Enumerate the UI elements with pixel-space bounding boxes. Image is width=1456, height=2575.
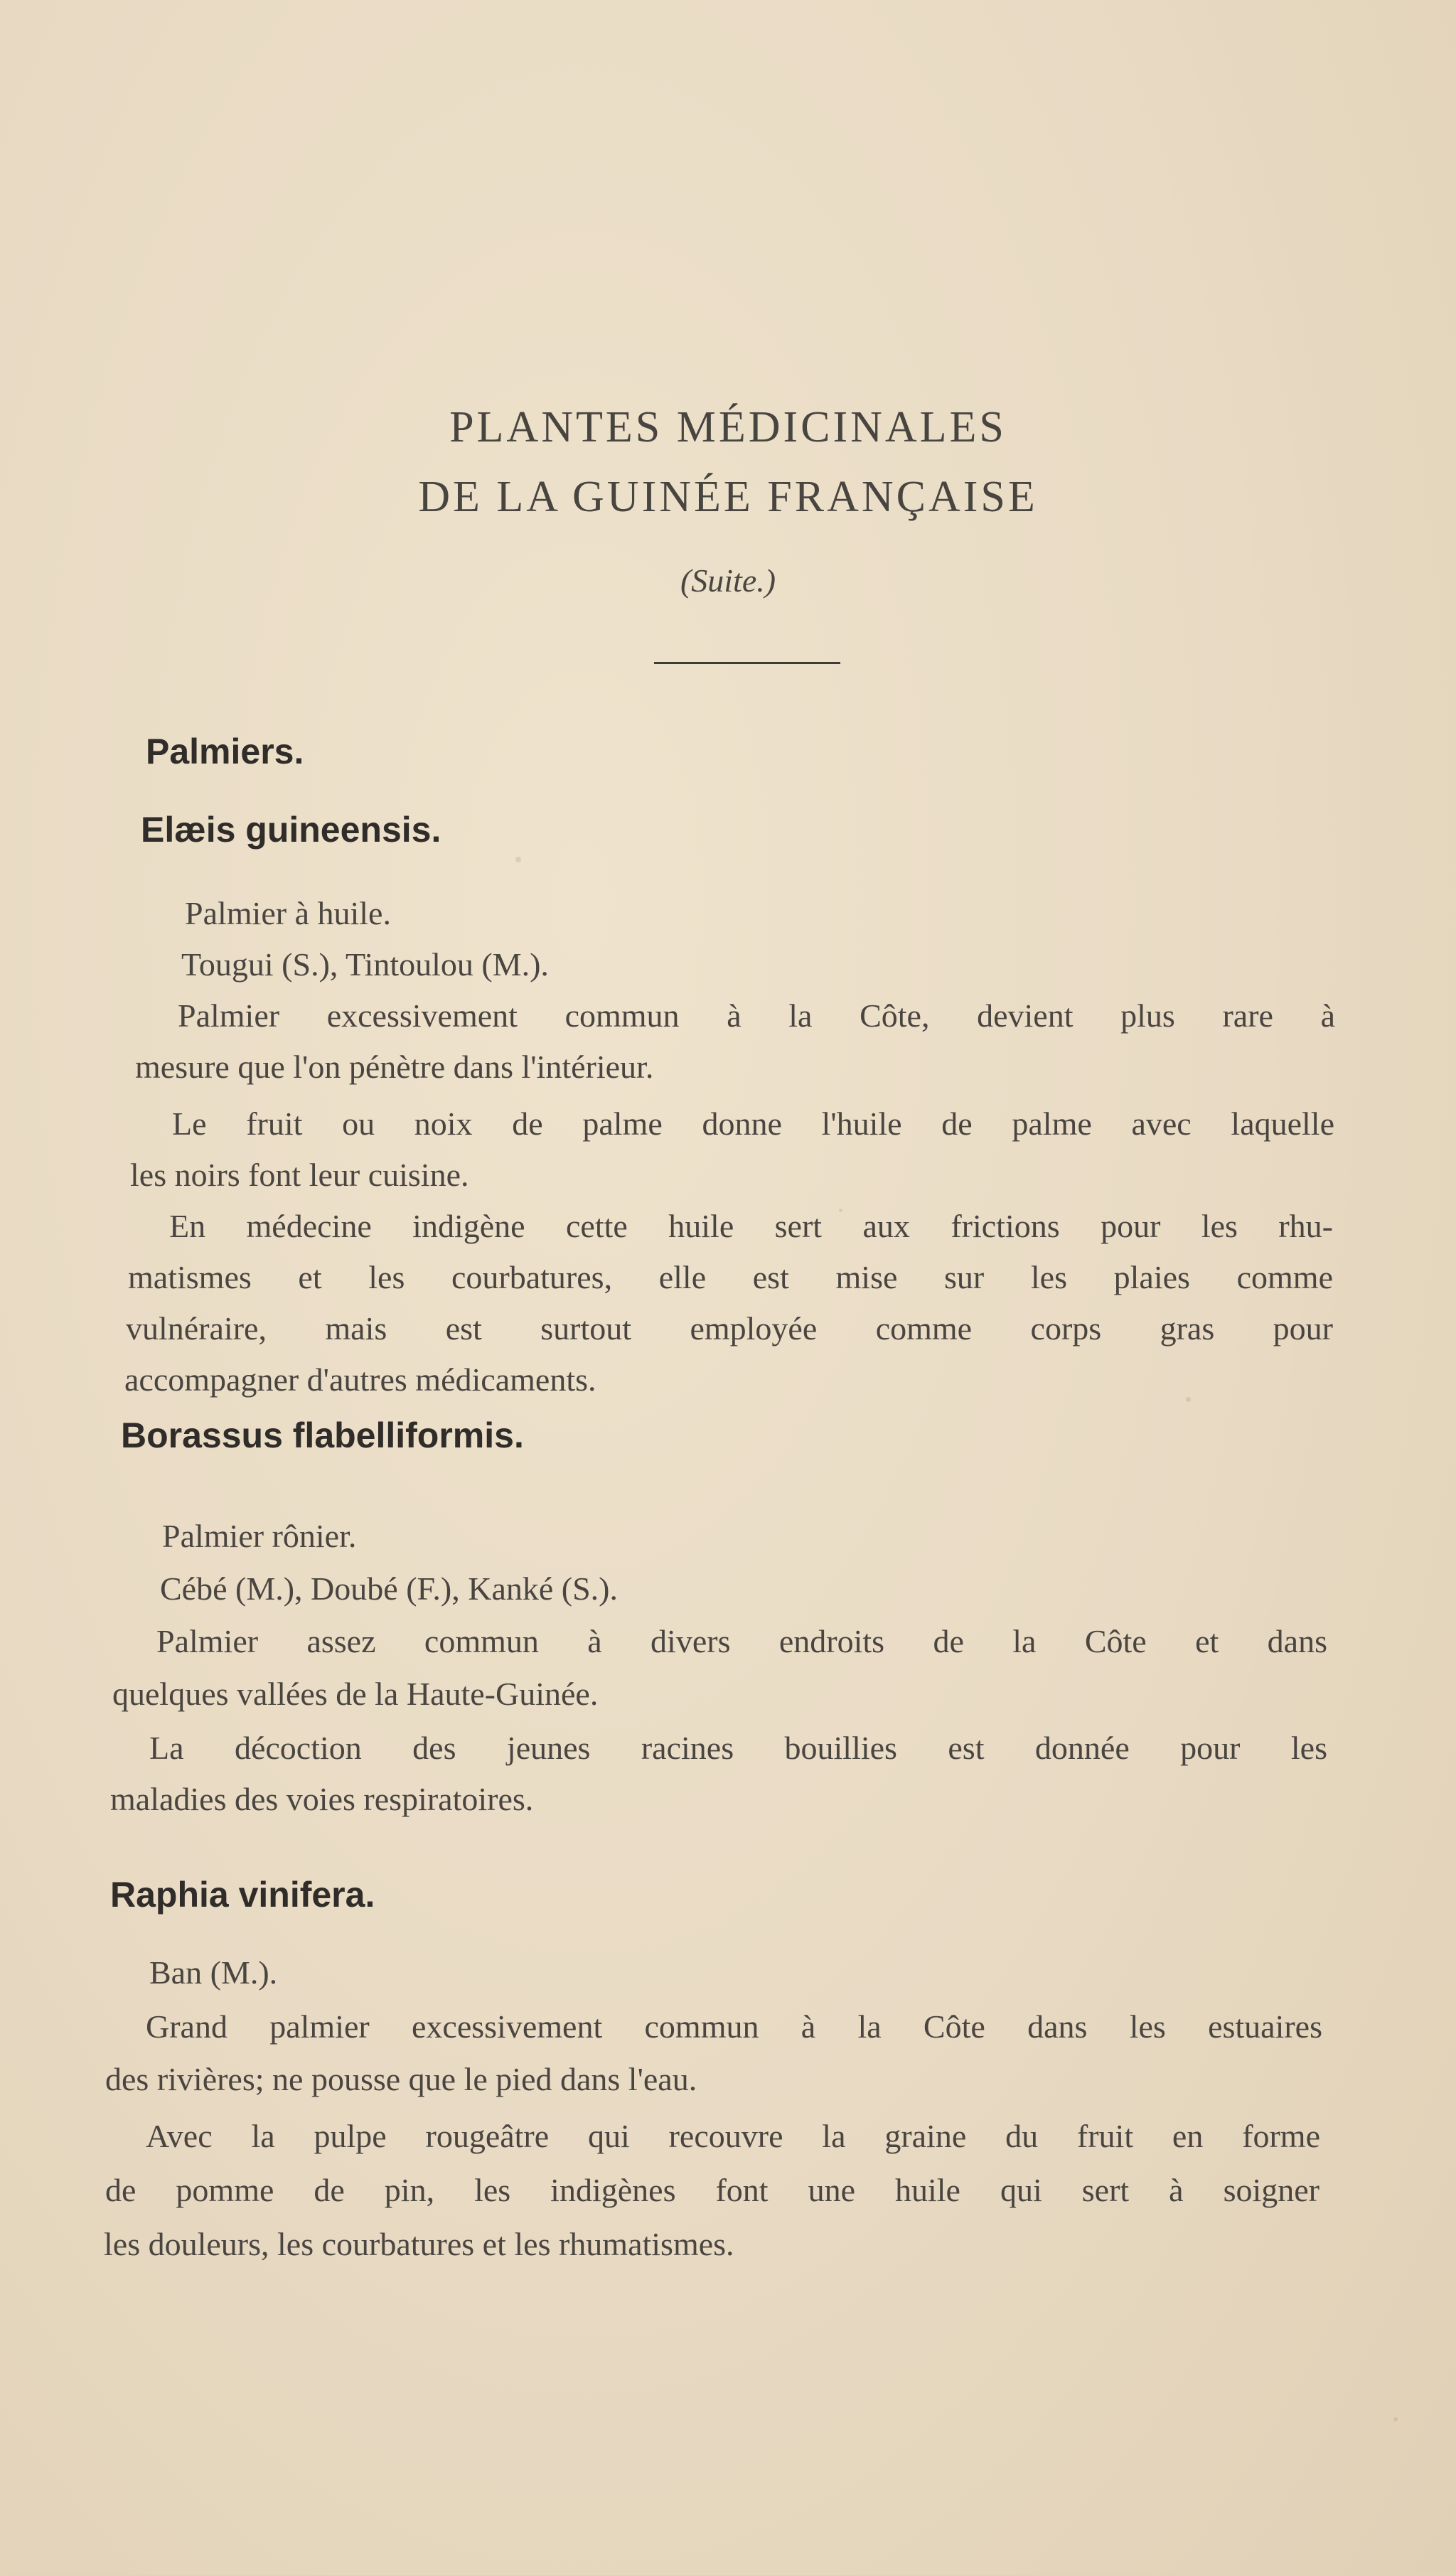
paper-speck: [839, 1209, 842, 1212]
raphia-line: de pomme de pin, les indigènes font une huile qui sert à soigner: [105, 2172, 1320, 2208]
raphia-line: les douleurs, les courbatures et les rhumatismes.: [104, 2226, 734, 2262]
borassus-line: La décoction des jeunes racines bouillies est donnée pour les: [149, 1730, 1327, 1766]
title-divider: [654, 662, 840, 664]
elaeis-line: En médecine indigène cette huile sert aux frictions pour les rhu-: [169, 1208, 1333, 1244]
elaeis-line: vulnéraire, mais est surtout employée comme corps gras pour: [126, 1310, 1333, 1347]
paper-speck: [515, 857, 521, 862]
paper-speck: [1393, 2417, 1398, 2421]
paper-speck: [1186, 1397, 1191, 1402]
elaeis-line: Tougui (S.), Tintoulou (M.).: [181, 946, 549, 983]
elaeis-line: Palmier excessivement commun à la Côte, devient plus rare à: [178, 997, 1335, 1034]
species-heading-raphia: Raphia vinifera.: [110, 1875, 375, 1915]
borassus-line: Cébé (M.), Doubé (F.), Kanké (S.).: [160, 1570, 618, 1607]
raphia-line: Avec la pulpe rougeâtre qui recouvre la graine du fruit en forme: [146, 2118, 1320, 2154]
elaeis-line: les noirs font leur cuisine.: [130, 1157, 469, 1193]
page-subtitle: (Suite.): [680, 562, 776, 599]
elaeis-line: accompagner d'autres médicaments.: [124, 1361, 596, 1398]
page-title-line-2: DE LA GUINÉE FRANÇAISE: [418, 473, 1038, 521]
borassus-line: quelques vallées de la Haute-Guinée.: [112, 1676, 599, 1712]
elaeis-line: Le fruit ou noix de palme donne l'huile de palme avec laquelle: [172, 1106, 1334, 1142]
page-title-line-1: PLANTES MÉDICINALES: [449, 403, 1007, 451]
raphia-line: des rivières; ne pousse que le pied dans l'eau.: [105, 2061, 697, 2097]
borassus-line: maladies des voies respiratoires.: [110, 1781, 534, 1817]
raphia-line: Ban (M.).: [149, 1954, 278, 1991]
species-heading-borassus: Borassus flabelliformis.: [121, 1415, 524, 1455]
elaeis-line: mesure que l'on pénètre dans l'intérieur.: [135, 1049, 654, 1085]
raphia-line: Grand palmier excessivement commun à la Côte dans les estuaires: [146, 2008, 1322, 2045]
family-heading: Palmiers.: [146, 732, 304, 771]
borassus-line: Palmier assez commun à divers endroits de la Côte et dans: [156, 1623, 1327, 1659]
elaeis-line: matismes et les courbatures, elle est mise sur les plaies comme: [128, 1259, 1333, 1295]
elaeis-line: Palmier à huile.: [185, 895, 391, 931]
species-heading-elaeis: Elæis guineensis.: [141, 810, 441, 850]
borassus-line: Palmier rônier.: [162, 1518, 357, 1554]
